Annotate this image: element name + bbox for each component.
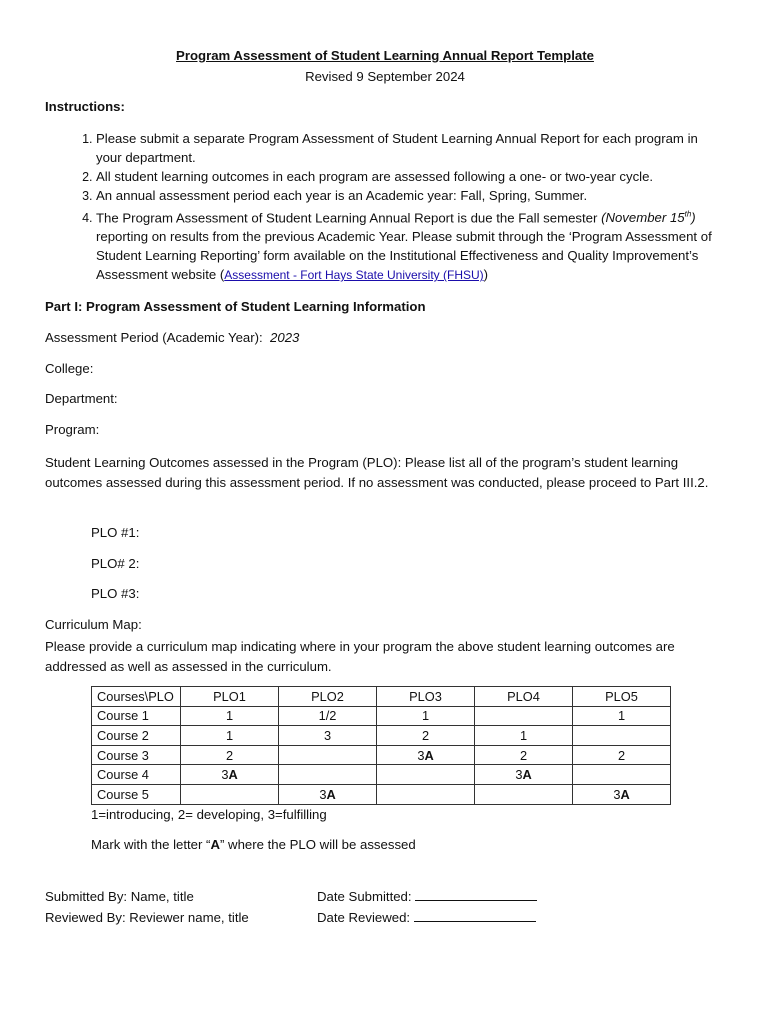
instruction-text: reporting on results from the previous Academic Year. Please submit through the ‘Program Assessment of Student Learning Reporting’ form available on the Institutional Effectiveness and Quality Improvement’s Assessment website (: [96, 229, 712, 283]
table-cell: [475, 784, 573, 804]
reviewed-by: Reviewed By: Reviewer name, title: [45, 909, 249, 925]
table-cell: [377, 765, 475, 785]
table-row: [92, 726, 671, 746]
program-label: Program:: [45, 422, 100, 437]
table-header-cell: PLO4: [475, 687, 573, 707]
table-row: [92, 706, 671, 726]
document-revision: Revised 9 September 2024: [305, 69, 465, 84]
table-cell: [181, 784, 279, 804]
table-row: [92, 745, 671, 765]
assessment-period: Assessment Period (Academic Year): 2023: [45, 330, 300, 345]
submitted-by: Submitted By: Name, title: [45, 889, 194, 904]
date-submitted: Date Submitted:: [317, 887, 537, 908]
table-cell: Course 5: [92, 784, 181, 804]
table-header-cell: PLO5: [573, 687, 671, 707]
plo-2-label: PLO# 2:: [91, 556, 140, 571]
table-cell: 1: [181, 706, 279, 726]
plo-3-label: PLO #3:: [91, 586, 140, 601]
plo-1-label: PLO #1:: [91, 525, 140, 540]
table-cell: 3A: [279, 784, 377, 804]
part1-heading: Part I: Program Assessment of Student Learning Information: [45, 299, 426, 314]
slo-instructions: Student Learning Outcomes assessed in the Program (PLO): Please list all of the program’s student learning outcomes assessed during this assessment period. If no assessment was conducted, please proceed to Part III.2.: [45, 455, 709, 490]
instructions-list: [45, 129, 726, 285]
assessment-mark-note: Mark with the letter “A” where the PLO will be assessed: [91, 837, 416, 852]
signoff-dates: [317, 887, 537, 928]
table-cell: 3: [279, 726, 377, 746]
table-cell: [475, 706, 573, 726]
table-header-cell: PLO1: [181, 687, 279, 707]
table-cell: 2: [181, 745, 279, 765]
college-label: College:: [45, 361, 94, 376]
table-header-row: [92, 687, 671, 707]
instructions-heading: Instructions:: [45, 99, 125, 114]
table-row: [92, 765, 671, 785]
table-cell: 3A: [377, 745, 475, 765]
table-cell: [573, 726, 671, 746]
instruction-item: 3. An annual assessment period each year is an Academic year: Fall, Spring, Summer.: [96, 186, 726, 205]
table-cell: 1: [573, 706, 671, 726]
table-header-cell: Courses\PLO: [92, 687, 181, 707]
curriculum-map-instructions: Please provide a curriculum map indicating where in your program the above student learning outcomes are addressed as well as assessed in the curriculum.: [45, 639, 675, 674]
table-cell: 2: [377, 726, 475, 746]
table-cell: 2: [573, 745, 671, 765]
table-cell: 1/2: [279, 706, 377, 726]
assessment-website-link[interactable]: Assessment - Fort Hays State University (FHSU): [224, 268, 484, 283]
table-cell: Course 4: [92, 765, 181, 785]
table-cell: 2: [475, 745, 573, 765]
table-cell: [279, 745, 377, 765]
date-reviewed: Date Reviewed:: [317, 908, 537, 929]
curriculum-map-heading: Curriculum Map:: [45, 617, 142, 632]
table-cell: Course 2: [92, 726, 181, 746]
instruction-item: 2. All student learning outcomes in each program are assessed following a one- or two-year cycle.: [96, 167, 726, 186]
table-header-cell: PLO2: [279, 687, 377, 707]
table-legend: 1=introducing, 2= developing, 3=fulfilling: [91, 807, 327, 822]
table-cell: [377, 784, 475, 804]
table-cell: [279, 765, 377, 785]
table-cell: [573, 765, 671, 785]
instruction-text: The Program Assessment of Student Learning Annual Report is due the Fall semester: [96, 210, 602, 226]
document-title: Program Assessment of Student Learning Annual Report Template: [176, 48, 594, 63]
table-row: [92, 784, 671, 804]
date-submitted-line[interactable]: [415, 888, 537, 901]
table-cell: 3A: [181, 765, 279, 785]
table-cell: 1: [181, 726, 279, 746]
department-label: Department:: [45, 391, 118, 406]
table-cell: Course 3: [92, 745, 181, 765]
curriculum-map-table: [91, 686, 671, 805]
signoff-names: [45, 887, 249, 928]
table-cell: Course 1: [92, 706, 181, 726]
table-cell: 3A: [573, 784, 671, 804]
instruction-item: 4. The Program Assessment of Student Learning Annual Report is due the Fall semester (November 15th) reporting on results from the previous Academic Year. Please submit through the ‘Program Assessment of Student Learning Reporting’ form available on the Institutional Effectiveness and Quality Improvement’s Assessment website (Assessment - Fort Hays State University (FHSU)): [96, 205, 726, 285]
table-header-cell: PLO3: [377, 687, 475, 707]
instruction-item: 1. Please submit a separate Program Assessment of Student Learning Annual Report for each program in your department.: [96, 129, 726, 167]
table-cell: 1: [475, 726, 573, 746]
table-cell: 1: [377, 706, 475, 726]
table-cell: 3A: [475, 765, 573, 785]
assessment-period-value: 2023: [270, 330, 300, 345]
due-date: (November 15th): [601, 210, 696, 226]
date-reviewed-line[interactable]: [414, 909, 536, 922]
